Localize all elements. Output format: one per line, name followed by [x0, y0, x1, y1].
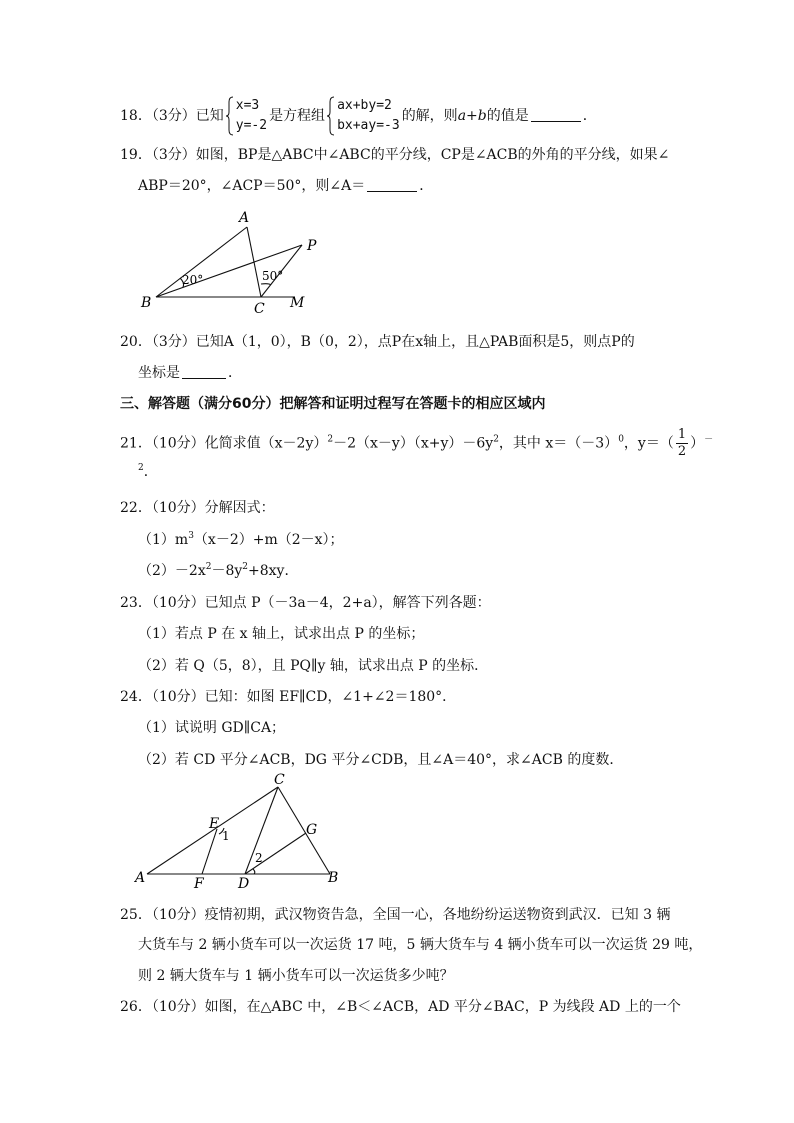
- question-score: （10分）: [151, 595, 205, 611]
- angle-arc-50: [261, 284, 271, 285]
- figure-19: [130, 205, 330, 320]
- question-24-part-1: （1）试说明 GD∥CA；: [138, 720, 286, 736]
- question-23-part-1: （1）若点 P 在 x 轴上，试求出点 P 的坐标；: [138, 626, 425, 642]
- label-C: C: [254, 301, 265, 317]
- question-score: （10分）: [151, 689, 205, 705]
- question-number: 24．: [120, 689, 152, 705]
- question-25-line-2: 大货车与 2 辆小货车可以一次运货 17 吨，5 辆大货车与 4 辆小货车可以一次运货 29 吨，: [138, 937, 703, 953]
- question-score: （10分）: [151, 999, 205, 1015]
- question-number: 21．: [120, 435, 152, 452]
- angle-label-2: 2: [255, 851, 263, 865]
- question-22-part-1: $(1)m^3(x-2)+m(2-x)$；: [138, 531, 344, 548]
- section-3-heading: 三、解答题（满分60分）把解答和证明过程写在答题卡的相应区域内: [120, 396, 546, 412]
- question-22-part-2: $(2)-2x^2-8y^2+8xy$．: [138, 562, 299, 579]
- brace-icon: [327, 96, 335, 136]
- question-score: （3分）: [151, 334, 196, 350]
- question-22: 22．（10分）分解因式：: [120, 500, 275, 516]
- label-A: A: [135, 870, 146, 886]
- question-19-line-2: ABP＝20°，∠ACP＝50°，则∠A＝ ．: [138, 178, 434, 194]
- question-number: 26．: [120, 999, 152, 1015]
- angle-label-50: 50°: [262, 269, 284, 283]
- question-23-part-2: （2）若 Q（5，8），且 PQ∥y 轴，试求出点 P 的坐标．: [138, 658, 489, 674]
- question-number: 19．: [120, 147, 152, 163]
- question-24: 24．（10分）已知：如图 EF∥CD，∠1+∠2＝180°．: [120, 689, 457, 705]
- brace-icon: [226, 96, 234, 136]
- answer-blank[interactable]: [531, 107, 581, 122]
- question-20-line-1: 20．（3分）已知A（1，0），B（0，2），点P在x轴上，且△PAB面积是5，则点P的: [120, 334, 635, 350]
- question-25-line-3: 则 2 辆大货车与 1 辆小货车可以一次运货多少吨？: [138, 968, 454, 984]
- label-P: P: [307, 238, 317, 254]
- answer-blank[interactable]: [182, 364, 226, 379]
- question-number: 22．: [120, 500, 152, 516]
- fraction-one-half: $\frac{1}{2}$: [677, 427, 687, 459]
- question-score: （3分）: [151, 147, 196, 163]
- question-23: 23．（10分）已知点 P（－3a－4，2+a），解答下列各题：: [120, 595, 491, 611]
- question-score: （10分）: [151, 500, 205, 516]
- label-E: E: [209, 816, 220, 832]
- question-24-part-2: （2）若 CD 平分∠ACB，DG 平分∠CDB，且∠A＝40°，求∠ACB 的度数．: [138, 752, 624, 768]
- question-score: （10分）: [151, 435, 205, 452]
- equation-system: ax+by=2 bx+ay=-3: [327, 96, 400, 136]
- question-19-line-1: 19．（3分）如图，BP是△ABC中∠ABC的平分线，CP是∠ACB的外角的平分线，如果∠: [120, 147, 670, 163]
- label-A: A: [239, 210, 250, 226]
- question-number: 25．: [120, 907, 152, 923]
- question-score: （10分）: [151, 907, 205, 923]
- question-number: 20．: [120, 334, 152, 350]
- angle-arc-2: [253, 869, 255, 874]
- label-B: B: [328, 870, 339, 886]
- question-25-line-1: 25．（10分）疫情初期，武汉物资告急，全国一心，各地纷纷运送物资到武汉．已知 3 辆: [120, 907, 671, 923]
- question-score: （3分）: [151, 108, 196, 124]
- question-number: 23．: [120, 595, 152, 611]
- answer-blank[interactable]: [367, 177, 417, 192]
- question-26-line-1: 26．（10分）如图，在△ABC 中，∠B＜∠ACB，AD 平分∠BAC，P 为线段 AD 上的一个: [120, 999, 681, 1015]
- figure-24: [130, 770, 350, 895]
- label-M: M: [290, 295, 305, 311]
- label-F: F: [194, 876, 204, 892]
- label-G: G: [306, 822, 318, 838]
- question-number: 18．: [120, 108, 152, 124]
- label-D: D: [238, 876, 250, 892]
- segment-CB: [278, 787, 330, 874]
- solution-system: x=3 y=-2: [226, 96, 267, 136]
- question-18: 18．（3分）已知 x=3 y=-2 是方程组 ax+by=2 bx+ay=-3 的解，则a+b的值是 ．: [120, 96, 597, 136]
- question-20-line-2: 坐标是 ．: [138, 365, 242, 381]
- angle-label-20: 20°: [182, 273, 204, 287]
- question-21-line-2: $^2$．: [138, 463, 158, 480]
- label-B: B: [141, 295, 152, 311]
- angle-label-1: 1: [222, 829, 230, 843]
- label-C: C: [274, 772, 285, 788]
- question-21-line-1: 21．（10分）化简求值$(x-2y)^2-2(x-y)(x+y)-6y^2$，其中 $x=(-3)^0$，y＝（ $\frac{1}{2}$ ）－: [120, 427, 714, 459]
